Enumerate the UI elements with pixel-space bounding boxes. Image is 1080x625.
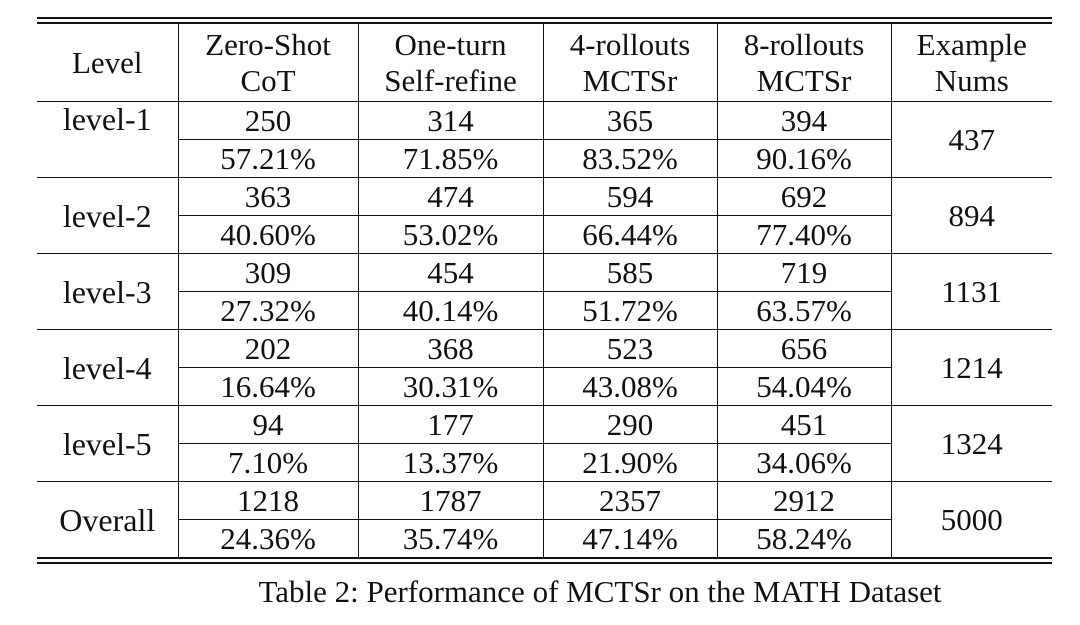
examples-cell: 437 — [891, 102, 1052, 178]
header-line: 4-rollouts — [569, 26, 691, 62]
count-cell: 585 — [543, 254, 717, 292]
percent-cell: 27.32% — [178, 292, 358, 330]
count-cell: 177 — [358, 406, 543, 444]
count-cell: 474 — [358, 178, 543, 216]
count-cell: 1218 — [178, 482, 358, 520]
count-cell: 1787 — [358, 482, 543, 520]
percent-cell: 21.90% — [543, 444, 717, 482]
header-line: MCTSr — [582, 62, 678, 98]
examples-cell: 5000 — [891, 482, 1052, 558]
count-cell: 523 — [543, 330, 717, 368]
header-zero-shot-cot — [178, 24, 358, 102]
examples-cell: 1131 — [891, 254, 1052, 330]
examples-cell: 1324 — [891, 406, 1052, 482]
header-line: Self-refine — [384, 62, 517, 98]
table-row-counts — [37, 330, 1052, 368]
header-one-turn-self-refine — [358, 24, 543, 102]
count-cell: 594 — [543, 178, 717, 216]
table-row-counts — [37, 178, 1052, 216]
header-line: Nums — [934, 62, 1009, 98]
row-label: level-5 — [37, 406, 178, 482]
header-level: Level — [37, 24, 178, 102]
percent-cell: 77.40% — [717, 216, 891, 254]
header-line: CoT — [240, 62, 296, 98]
count-cell: 290 — [543, 406, 717, 444]
table-row-counts — [37, 102, 1052, 140]
count-cell: 451 — [717, 406, 891, 444]
percent-cell: 16.64% — [178, 368, 358, 406]
percent-cell: 53.02% — [358, 216, 543, 254]
results-table — [37, 24, 1052, 557]
count-cell: 368 — [358, 330, 543, 368]
row-label: Overall — [37, 482, 178, 558]
header-line: MCTSr — [756, 62, 852, 98]
count-cell: 692 — [717, 178, 891, 216]
count-cell: 365 — [543, 102, 717, 140]
percent-cell: 66.44% — [543, 216, 717, 254]
bottom-rule-outer — [37, 562, 1052, 564]
count-cell: 250 — [178, 102, 358, 140]
percent-cell: 13.37% — [358, 444, 543, 482]
percent-cell: 34.06% — [717, 444, 891, 482]
percent-cell: 71.85% — [358, 140, 543, 178]
percent-cell: 47.14% — [543, 520, 717, 558]
count-cell: 363 — [178, 178, 358, 216]
percent-cell: 40.60% — [178, 216, 358, 254]
header-line: 8-rollouts — [743, 26, 865, 62]
table-caption: Table 2: Performance of MCTSr on the MATH Dataset — [258, 574, 942, 609]
percent-cell: 24.36% — [178, 520, 358, 558]
examples-cell: 1214 — [891, 330, 1052, 406]
header-4-rollouts-mctsr — [543, 24, 717, 102]
row-label: level-4 — [37, 330, 178, 406]
percent-cell: 35.74% — [358, 520, 543, 558]
row-label: level-2 — [37, 178, 178, 254]
count-cell: 454 — [358, 254, 543, 292]
count-cell: 202 — [178, 330, 358, 368]
percent-cell: 43.08% — [543, 368, 717, 406]
header-line: Example — [916, 26, 1027, 62]
percent-cell: 58.24% — [717, 520, 891, 558]
table-row-counts — [37, 482, 1052, 520]
percent-cell: 7.10% — [178, 444, 358, 482]
percent-cell: 57.21% — [178, 140, 358, 178]
count-cell: 394 — [717, 102, 891, 140]
header-row — [37, 24, 1052, 102]
bottom-rule-inner — [37, 557, 1052, 559]
count-cell: 2912 — [717, 482, 891, 520]
table-row-counts — [37, 406, 1052, 444]
percent-cell: 63.57% — [717, 292, 891, 330]
count-cell: 2357 — [543, 482, 717, 520]
percent-cell: 54.04% — [717, 368, 891, 406]
examples-cell: 894 — [891, 178, 1052, 254]
header-line: Zero-Shot — [205, 26, 331, 62]
count-cell: 656 — [717, 330, 891, 368]
table-row-counts — [37, 254, 1052, 292]
percent-cell: 51.72% — [543, 292, 717, 330]
percent-cell: 90.16% — [717, 140, 891, 178]
percent-cell: 83.52% — [543, 140, 717, 178]
header-line: One-turn — [394, 26, 507, 62]
row-label: level-1 — [37, 102, 178, 178]
count-cell: 94 — [178, 406, 358, 444]
count-cell: 309 — [178, 254, 358, 292]
header-8-rollouts-mctsr — [717, 24, 891, 102]
percent-cell: 40.14% — [358, 292, 543, 330]
count-cell: 314 — [358, 102, 543, 140]
count-cell: 719 — [717, 254, 891, 292]
percent-cell: 30.31% — [358, 368, 543, 406]
header-example-nums — [891, 24, 1052, 102]
row-label: level-3 — [37, 254, 178, 330]
top-rule-outer — [37, 17, 1052, 19]
